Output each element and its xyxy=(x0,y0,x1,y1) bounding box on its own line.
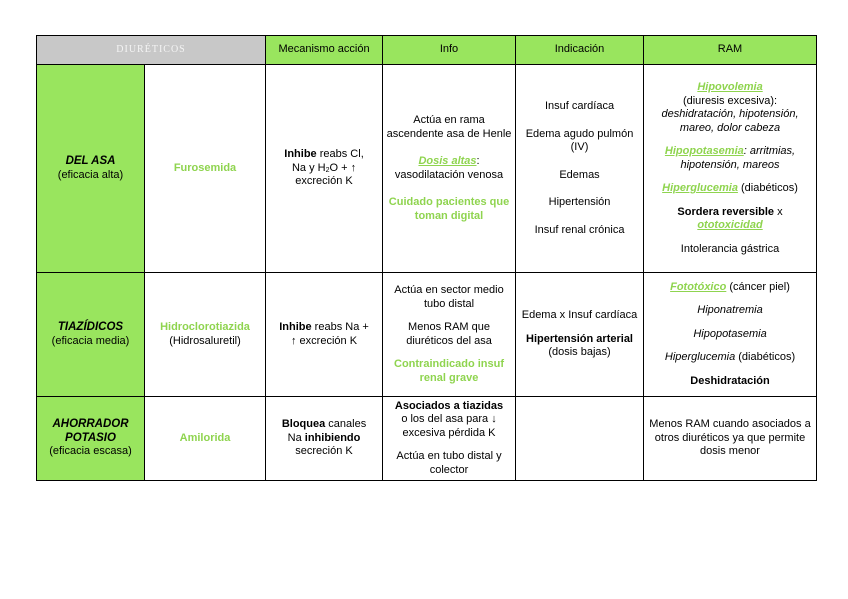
info-text: : xyxy=(476,155,480,167)
indication-item: Edemas xyxy=(559,168,600,181)
info-text: vasodilatación venosa xyxy=(394,168,504,181)
info-text: Actúa en rama ascendente asa de Henle xyxy=(386,114,512,140)
ram-text: : arritmias, hipotensión, mareos xyxy=(680,145,796,171)
mech-text: Na xyxy=(287,431,305,444)
info-text: Menos RAM que diuréticos del asa xyxy=(406,321,492,347)
ram-highlight: Hiperglucemia xyxy=(662,182,738,194)
header-diureticos: DIURÉTICOS xyxy=(37,36,266,65)
ram-highlight: ototoxicidad xyxy=(697,219,763,231)
header-indicacion: Indicación xyxy=(516,36,644,65)
category-name: DEL ASA xyxy=(65,155,116,167)
header-info: Info xyxy=(383,36,516,65)
ram-text: Intolerancia gástrica xyxy=(680,242,780,255)
category-efficacy: (eficacia escasa) xyxy=(49,445,132,458)
drug-cell xyxy=(145,273,266,397)
indication-item: Insuf renal crónica xyxy=(534,223,625,236)
ram-bold: Sordera reversible xyxy=(677,205,775,218)
ram-cell xyxy=(644,65,817,273)
category-cell xyxy=(37,273,145,397)
info-cell xyxy=(383,397,516,481)
mech-text: ↑ excreción K xyxy=(291,334,358,347)
ram-text: x xyxy=(774,205,783,218)
mechanism-cell xyxy=(266,273,383,397)
ram-text: (diabéticos) xyxy=(737,182,798,194)
info-bold: Asociados a tiazidas xyxy=(394,399,504,412)
drug-name: Furosemida xyxy=(173,161,237,174)
mechanism-cell xyxy=(266,397,383,481)
ram-bold: Deshidratación xyxy=(690,374,770,387)
info-highlight: Dosis altas xyxy=(418,155,477,167)
mech-text: secreción K xyxy=(295,445,353,458)
drug-cell xyxy=(145,397,266,481)
mech-subscript: 2 xyxy=(325,166,330,174)
drug-cell xyxy=(145,65,266,273)
mech-text: reabs Cl, xyxy=(316,148,364,161)
table-row xyxy=(37,65,817,273)
ram-text: Menos RAM cuando asociados a otros diuréticos ya que permite dosis menor xyxy=(649,418,811,458)
mech-text: canales xyxy=(325,418,367,431)
ram-cell xyxy=(644,397,817,481)
indication-item: Edema agudo pulmón (IV) xyxy=(525,127,634,153)
header-mecanismo: Mecanismo acción xyxy=(266,36,383,65)
mech-text: Na y H xyxy=(291,161,326,174)
indication-item: Hipertensión xyxy=(548,196,611,208)
info-text: o los del asa para ↓ excesiva pérdida K xyxy=(401,413,497,439)
info-cell xyxy=(383,65,516,273)
table-row xyxy=(37,397,817,481)
category-name: AHORRADOR POTASIO xyxy=(52,418,129,444)
ram-cell xyxy=(644,273,817,397)
table-row xyxy=(37,273,817,397)
indication-cell xyxy=(516,65,644,273)
ram-text: Hiponatremia xyxy=(697,304,763,317)
drug-name: Amilorida xyxy=(179,431,231,444)
mech-text: excreción K xyxy=(295,175,353,188)
indication-cell xyxy=(516,397,644,481)
mech-verb: Inhibe xyxy=(279,321,312,333)
info-warning: Cuidado pacientes que toman digital xyxy=(388,196,510,222)
indication-bold: Hipertensión arterial xyxy=(526,332,633,345)
category-name: TIAZÍDICOS xyxy=(57,321,124,333)
indication-item: Insuf cardíaca xyxy=(544,100,615,112)
mech-verb: Bloquea xyxy=(281,418,326,431)
ram-text: (diabéticos) xyxy=(735,351,796,364)
info-text: Actúa en sector medio tubo distal xyxy=(394,284,504,310)
mech-text: O + ↑ xyxy=(329,161,357,174)
indication-item: Edema x Insuf cardíaca xyxy=(521,309,638,322)
ram-highlight: Fototóxico xyxy=(670,280,727,293)
ram-highlight: Hipovolemia xyxy=(697,81,763,93)
category-efficacy: (eficacia media) xyxy=(51,334,130,347)
drug-name: Hidroclorotiazida xyxy=(160,321,250,333)
info-warning: Contraindicado insuf renal grave xyxy=(394,358,505,384)
info-cell xyxy=(383,273,516,397)
drug-brand: (Hidrosaluretil) xyxy=(169,334,241,347)
header-row xyxy=(37,36,817,65)
ram-text: (cáncer piel) xyxy=(726,280,790,293)
mech-text: reabs Na + xyxy=(311,321,369,333)
mechanism-cell xyxy=(266,65,383,273)
mech-bold: inhibiendo xyxy=(304,431,361,444)
indication-item: (dosis bajas) xyxy=(548,346,611,359)
ram-highlight: Hipopotasemia xyxy=(664,145,744,157)
info-text: Actúa en tubo distal y colector xyxy=(396,450,502,476)
category-cell xyxy=(37,397,145,481)
indication-cell xyxy=(516,273,644,397)
header-ram: RAM xyxy=(644,36,817,65)
ram-text: (diuresis excesiva): xyxy=(682,94,778,107)
category-cell xyxy=(37,65,145,273)
ram-text: Hipopotasemia xyxy=(693,327,767,340)
category-efficacy: (eficacia alta) xyxy=(57,168,124,181)
ram-text: deshidratación, hipotensión, mareo, dolor cabeza xyxy=(661,108,799,134)
ram-text: Hiperglucemia xyxy=(664,351,736,364)
diuretics-table xyxy=(36,35,817,481)
mech-verb: Inhibe xyxy=(284,148,317,161)
